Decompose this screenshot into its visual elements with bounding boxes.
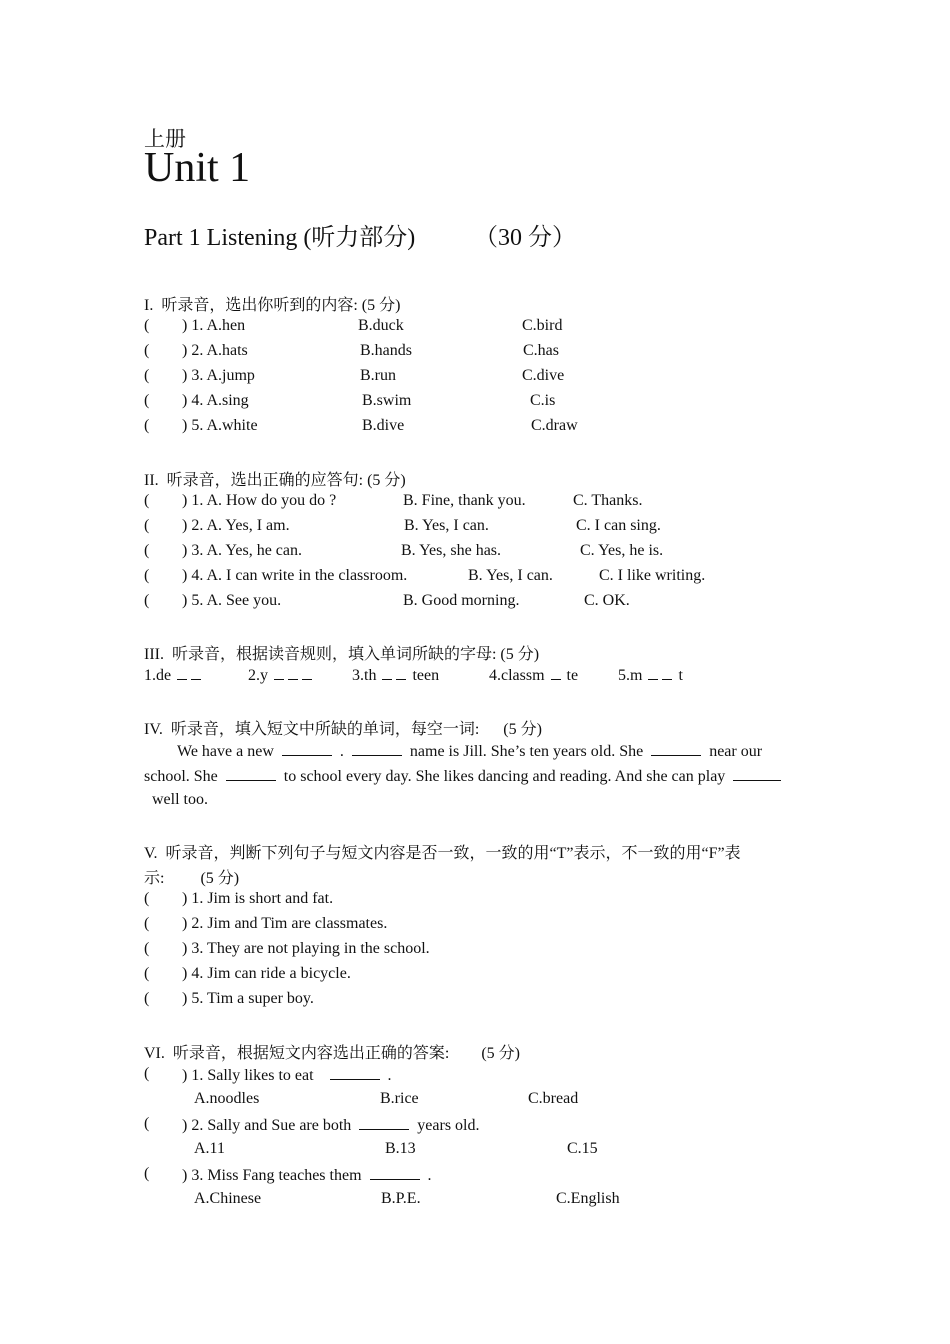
unit-title: Unit 1 [144,145,251,191]
section5-title-cont: 示: (5 分) [144,870,240,887]
word-blank[interactable] [733,766,781,781]
s6-q2-c: C.15 [567,1140,598,1157]
passage-line-1: We have a new . name is Jill. She’s ten years old. She near our [177,743,763,760]
s2-q1-c: C. Thanks. [573,492,643,509]
answer-paren: ( [144,542,150,559]
s2-q1: ) 1. A. How do you do ? [182,492,337,509]
s2-q4-c: C. I like writing. [599,567,706,584]
answer-paren: ( [144,342,150,359]
s5-q4: ) 4. Jim can ride a bicycle. [182,965,351,982]
answer-paren: ( [144,965,150,982]
answer-paren: ( [144,1115,150,1132]
s1-q5: ) 5. A.white [182,417,258,434]
s1-q2: ) 2. A.hats [182,342,248,359]
s5-q3: ) 3. They are not playing in the school. [182,940,430,957]
s5-q2: ) 2. Jim and Tim are classmates. [182,915,388,932]
s6-q2-b: B.13 [385,1140,416,1157]
s2-q3-b: B. Yes, she has. [401,542,502,559]
word-blank[interactable] [651,741,701,756]
answer-paren: ( [144,592,150,609]
passage-line-2: school. She to school every day. She likes dancing and reading. And she can play [144,766,781,786]
s6-q1-b: B.rice [380,1090,419,1107]
answer-paren: ( [144,1065,150,1082]
s6-q1-c: C.bread [528,1090,579,1107]
book-label: 上册 [144,127,186,151]
word-3: 3.th teen [352,667,440,684]
s6-q1-a: A.noodles [194,1090,260,1107]
answer-paren: ( [144,417,150,434]
s6-q2-a: A.11 [194,1140,225,1157]
s5-q5: ) 5. Tim a super boy. [182,990,314,1007]
s2-q4: ) 4. A. I can write in the classroom. [182,567,408,584]
word-blank[interactable] [352,741,402,756]
answer-paren: ( [144,1165,150,1182]
answer-paren: ( [144,567,150,584]
s1-q2-c: C.has [523,342,559,359]
s1-q1: ) 1. A.hen [182,317,246,334]
s2-q2-c: C. I can sing. [576,517,661,534]
section5-title: V. 听录音，判断下列句子与短文内容是否一致，一致的用“T”表示，不一致的用“F”表 [144,845,741,862]
s2-q1-b: B. Fine, thank you. [403,492,526,509]
letter-blank[interactable] [191,666,201,680]
answer-paren: ( [144,940,150,957]
answer-paren: ( [144,317,150,334]
s2-q5: ) 5. A. See you. [182,592,282,609]
word-4: 4.classm te [489,667,579,684]
s6-q3: ) 3. Miss Fang teaches them . [182,1167,432,1184]
passage-line-3: well too. [152,791,208,808]
letter-blank[interactable] [382,666,392,680]
s6-q2: ) 2. Sally and Sue are both years old. [182,1117,480,1134]
word-blank[interactable] [226,766,276,781]
s1-q2-b: B.hands [360,342,412,359]
answer-paren: ( [144,392,150,409]
answer-paren: ( [144,492,150,509]
answer-paren: ( [144,367,150,384]
s6-q3-a: A.Chinese [194,1190,262,1207]
letter-blank[interactable] [288,666,298,680]
letter-blank[interactable] [551,666,561,680]
s1-q4-b: B.swim [362,392,412,409]
section3-title: III. 听录音，根据读音规则，填入单词所缺的字母: (5 分) [144,646,540,663]
s6-q1: ) 1. Sally likes to eat . [182,1067,392,1084]
word-2: 2.y [248,666,314,685]
word-1: 1.de [144,666,203,685]
word-blank[interactable] [330,1065,380,1080]
section2-title: II. 听录音，选出正确的应答句: (5 分) [144,472,406,489]
word-5: 5.m t [618,667,683,684]
section1-title: I. 听录音，选出你听到的内容: (5 分) [144,297,401,314]
s6-q3-b: B.P.E. [381,1190,421,1207]
s1-q3-c: C.dive [522,367,565,384]
s1-q5-c: C.draw [531,417,578,434]
word-blank[interactable] [282,741,332,756]
s2-q5-c: C. OK. [584,592,630,609]
letter-blank[interactable] [274,666,284,680]
s2-q3: ) 3. A. Yes, he can. [182,542,302,559]
part-score: （30 分） [474,225,576,251]
s1-q4: ) 4. A.sing [182,392,249,409]
part-title: Part 1 Listening (听力部分) [144,225,416,251]
s1-q5-b: B.dive [362,417,405,434]
s1-q3: ) 3. A.jump [182,367,255,384]
letter-blank[interactable] [302,666,312,680]
s1-q4-c: C.is [530,392,556,409]
letter-blank[interactable] [177,666,187,680]
s1-q1-b: B.duck [358,317,404,334]
section6-title: VI. 听录音，根据短文内容选出正确的答案: (5 分) [144,1045,520,1062]
letter-blank[interactable] [648,666,658,680]
word-blank[interactable] [370,1165,420,1180]
s1-q3-b: B.run [360,367,396,384]
s2-q5-b: B. Good morning. [403,592,520,609]
answer-paren: ( [144,517,150,534]
letter-blank[interactable] [662,666,672,680]
s6-q3-c: C.English [556,1190,620,1207]
letter-blank[interactable] [396,666,406,680]
section4-title: IV. 听录音，填入短文中所缺的单词，每空一词: (5 分) [144,721,542,738]
s5-q1: ) 1. Jim is short and fat. [182,890,334,907]
s1-q1-c: C.bird [522,317,563,334]
s2-q2-b: B. Yes, I can. [404,517,489,534]
word-blank[interactable] [359,1115,409,1130]
answer-paren: ( [144,915,150,932]
s2-q2: ) 2. A. Yes, I am. [182,517,290,534]
answer-paren: ( [144,890,150,907]
s2-q3-c: C. Yes, he is. [580,542,664,559]
answer-paren: ( [144,990,150,1007]
s2-q4-b: B. Yes, I can. [468,567,553,584]
